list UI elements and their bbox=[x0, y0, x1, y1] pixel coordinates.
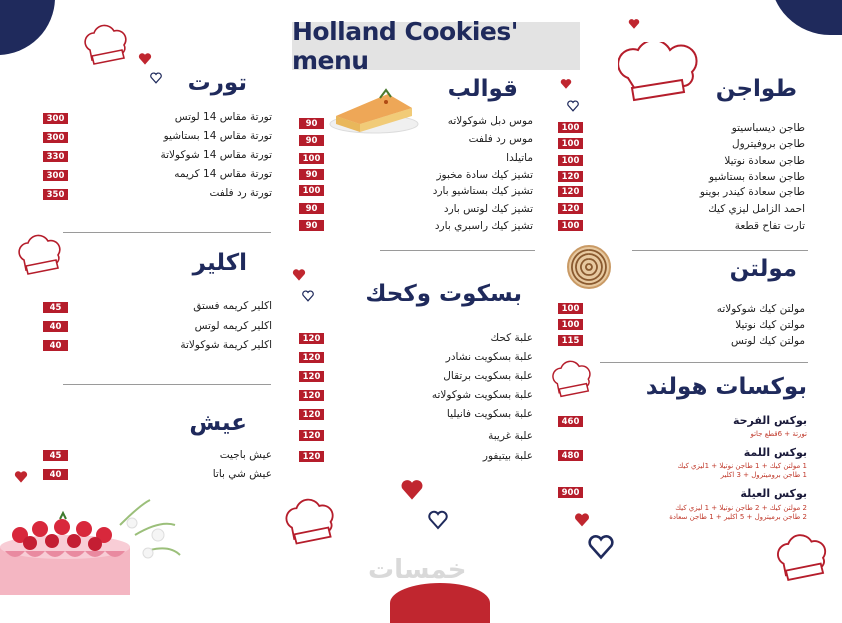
price-badge: 100 bbox=[558, 303, 583, 314]
list-item: علبة غريبة bbox=[488, 430, 533, 442]
list-item: احمد الزامل ليزي كيك bbox=[708, 203, 805, 215]
price-badge: 120 bbox=[299, 409, 324, 420]
price-badge: 100 bbox=[299, 153, 324, 164]
price-badge: 480 bbox=[558, 450, 583, 461]
heart-icon bbox=[574, 512, 590, 528]
price-badge: 120 bbox=[558, 171, 583, 182]
strawberry-cake-image bbox=[0, 495, 200, 595]
price-badge: 300 bbox=[43, 113, 68, 124]
divider bbox=[63, 384, 271, 385]
list-item: اكلير كريمه فستق bbox=[193, 300, 272, 312]
list-item: تورتة مقاس 14 لوتس bbox=[174, 111, 272, 123]
list-item: مولتن كيك لوتس bbox=[730, 335, 805, 347]
price-badge: 100 bbox=[558, 122, 583, 133]
price-badge: 120 bbox=[299, 352, 324, 363]
section-title-eclair: اكلير bbox=[192, 250, 247, 276]
price-badge: 120 bbox=[558, 203, 583, 214]
chef-hat-icon bbox=[280, 498, 338, 548]
list-item: مولتن كيك شوكولاته bbox=[716, 303, 805, 315]
price-badge: 120 bbox=[299, 390, 324, 401]
section-title-qawaleb: قوالب bbox=[447, 76, 518, 102]
list-item: موس دبل شوكولاته bbox=[447, 115, 533, 127]
price-badge: 90 bbox=[299, 169, 324, 180]
price-badge: 100 bbox=[558, 220, 583, 231]
price-badge: 900 bbox=[558, 487, 583, 498]
price-badge: 120 bbox=[299, 371, 324, 382]
price-badge: 40 bbox=[43, 340, 68, 351]
list-item: اكلير كريمة شوكولاتة bbox=[180, 339, 272, 351]
heart-icon bbox=[628, 18, 640, 30]
price-badge: 100 bbox=[299, 185, 324, 196]
price-badge: 460 bbox=[558, 416, 583, 427]
price-badge: 90 bbox=[299, 135, 324, 146]
chef-hat-icon bbox=[548, 360, 594, 400]
list-item: طاجن سعادة نوتيلا bbox=[724, 155, 805, 167]
box-description: 2 مولتن كيك + 2 طاجن نوتيلا + 1 ليزي كيك bbox=[675, 504, 807, 512]
chef-hat-icon bbox=[772, 532, 830, 586]
price-badge: 100 bbox=[558, 155, 583, 166]
list-item: عيش باجيت bbox=[219, 449, 272, 461]
menu-title: Holland Cookies' menu bbox=[292, 22, 580, 70]
list-item: مولتن كيك نوتيلا bbox=[735, 319, 805, 331]
box-title: بوكس العيلة bbox=[740, 487, 807, 500]
heart-outline-icon bbox=[428, 510, 448, 530]
list-item: تورتة مقاس 14 كريمه bbox=[174, 168, 272, 180]
divider bbox=[380, 250, 535, 251]
price-badge: 120 bbox=[299, 430, 324, 441]
section-title-eish: عيش bbox=[189, 410, 247, 436]
heart-outline-icon bbox=[150, 72, 162, 84]
price-badge: 120 bbox=[299, 333, 324, 344]
price-badge: 300 bbox=[43, 132, 68, 143]
list-item: اكلير كريمه لوتس bbox=[194, 320, 272, 332]
list-item: تورتة رد فلفت bbox=[209, 187, 272, 199]
price-badge: 90 bbox=[299, 220, 324, 231]
section-title-tort: تورت bbox=[187, 70, 247, 96]
heart-icon bbox=[14, 470, 28, 484]
list-item: تشيز كيك راسبري بارد bbox=[434, 220, 533, 232]
price-badge: 90 bbox=[299, 118, 324, 129]
box-title: بوكس الفرحة bbox=[732, 414, 807, 427]
list-item: تارت تفاح قطعة bbox=[734, 220, 805, 232]
list-item: طاجن بروفيترول bbox=[731, 138, 805, 150]
watermark: خمسات bbox=[368, 555, 467, 585]
heart-outline-icon bbox=[567, 100, 579, 112]
box-description: 1 مولتن كيك + 1 طاجن نوتيلا + 1ليزي كيك bbox=[677, 462, 807, 470]
box-description: 2 طاجن برميترول + 5 اكلير + 1 طاجن سعادة bbox=[669, 513, 807, 521]
box-description: تورتة + 6قطع جاتو bbox=[750, 430, 807, 438]
section-title-biscuits: بسكوت وكحك bbox=[365, 281, 522, 307]
list-item: علبة كحك bbox=[490, 332, 533, 344]
price-badge: 90 bbox=[299, 203, 324, 214]
price-badge: 330 bbox=[43, 151, 68, 162]
price-badge: 100 bbox=[558, 319, 583, 330]
list-item: موس رد فلفت bbox=[468, 133, 533, 145]
price-badge: 120 bbox=[299, 451, 324, 462]
list-item: تورتة مقاس 14 بستاشيو bbox=[163, 130, 272, 142]
list-item: تشيز كيك لوتس بارد bbox=[443, 203, 533, 215]
chef-hat-icon bbox=[80, 24, 132, 68]
divider bbox=[63, 232, 271, 233]
list-item: علبة بيتيفور bbox=[482, 450, 533, 462]
heart-icon bbox=[400, 478, 424, 502]
list-item: طاجن ديسباسيتو bbox=[731, 122, 805, 134]
chef-hat-icon bbox=[618, 42, 708, 106]
price-badge: 45 bbox=[43, 302, 68, 313]
price-badge: 40 bbox=[43, 321, 68, 332]
list-item: تورتة مقاس 14 شوكولاتة bbox=[160, 149, 272, 161]
list-item: علبة بسكويت شوكولاته bbox=[431, 389, 533, 401]
list-item: تشيز كيك سادة مخبوز bbox=[436, 169, 533, 181]
price-badge: 115 bbox=[558, 335, 583, 346]
list-item: طاجن سعادة كيندر بوينو bbox=[699, 186, 805, 198]
section-title-molten: مولتن bbox=[729, 256, 797, 282]
list-item: عيش شي باتا bbox=[212, 468, 272, 480]
heart-outline-icon bbox=[588, 534, 614, 560]
price-badge: 300 bbox=[43, 170, 68, 181]
section-title-tawajen: طواجن bbox=[715, 76, 797, 102]
heart-icon bbox=[560, 78, 572, 90]
list-item: علبة بسكويت فانيليا bbox=[446, 408, 533, 420]
cheesecake-image bbox=[328, 78, 420, 134]
heart-icon bbox=[138, 52, 152, 66]
list-item: تشيز كيك بستاشيو بارد bbox=[432, 185, 533, 197]
list-item: علبة بسكويت برتقال bbox=[443, 370, 533, 382]
list-item: ماتيلدا bbox=[506, 152, 533, 164]
list-item: طاجن سعادة بستاشيو bbox=[708, 171, 805, 183]
price-badge: 350 bbox=[43, 189, 68, 200]
divider bbox=[600, 362, 808, 363]
section-title-boxes: بوكسات هولند bbox=[645, 374, 807, 400]
chef-hat-icon bbox=[14, 234, 64, 278]
price-badge: 100 bbox=[558, 138, 583, 149]
cinnamon-roll-image bbox=[566, 244, 612, 290]
box-description: 1 طاجن بروميترول + 3 اكلير bbox=[720, 471, 807, 479]
corner-blob-bottom bbox=[390, 583, 490, 623]
price-badge: 120 bbox=[558, 186, 583, 197]
corner-blob-top-right bbox=[770, 0, 842, 35]
divider bbox=[632, 250, 808, 251]
price-badge: 40 bbox=[43, 469, 68, 480]
list-item: علبة بسكويت نشادر bbox=[445, 351, 533, 363]
heart-icon bbox=[292, 268, 306, 282]
corner-blob-top-left bbox=[0, 0, 55, 55]
box-title: بوكس اللمة bbox=[743, 446, 807, 459]
heart-outline-icon bbox=[302, 290, 314, 302]
price-badge: 45 bbox=[43, 450, 68, 461]
